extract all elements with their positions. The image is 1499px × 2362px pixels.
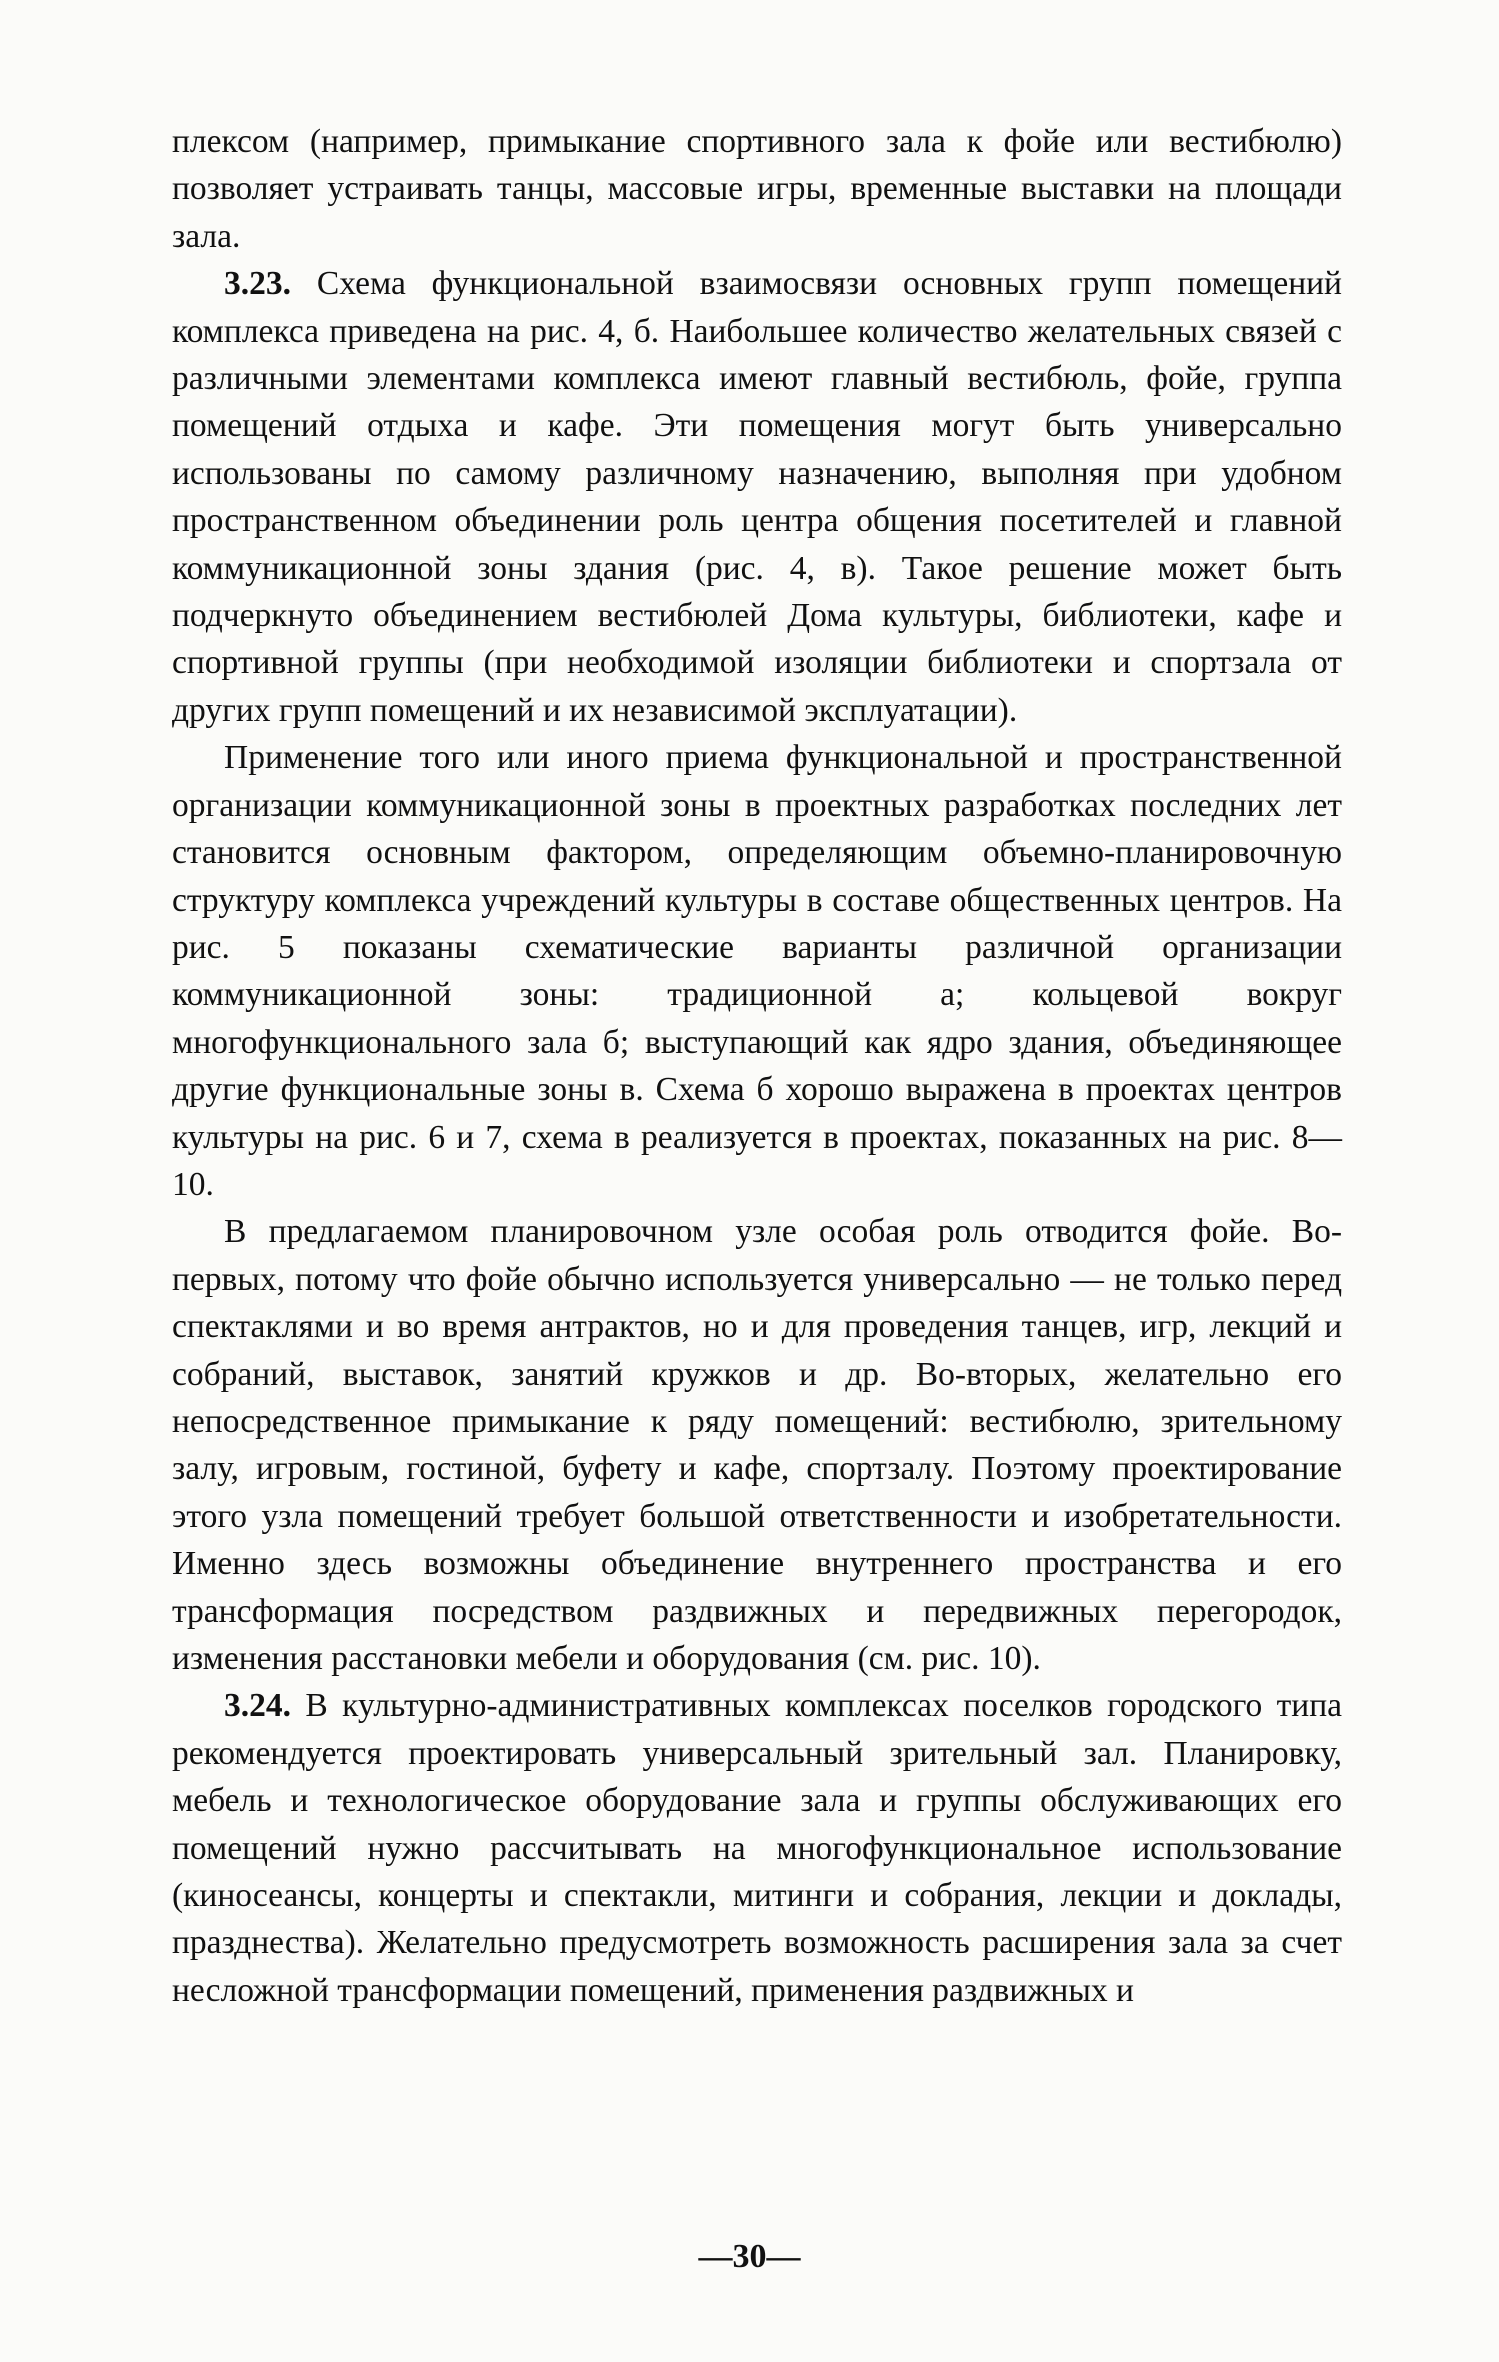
paragraph-text: плексом (например, примыкание спортивного зала к фойе или вестибюлю) позволяет устраивать танцы, массовые игры, временные выставки на площади зала. — [172, 123, 1342, 255]
paragraph-3-23 — [172, 260, 1342, 734]
section-number: 3.23. — [224, 265, 291, 303]
paragraph-application — [172, 734, 1342, 1208]
paragraph-text: В культурно-административных комплексах поселков городского типа рекомендуется проектировать универсальный зрительный зал. Планировку, мебель и технологическое оборудование зала и группы обслуживающих его помещений нужно рассчитывать на многофункциональное использование (киносеансы, концерты и спектакли, митинги и собрания, лекции и доклады, празднества). Желательно предусмотреть возможность расширения зала за счет несложной трансформации помещений, применения раздвижных и — [172, 1687, 1342, 2009]
paragraph-foyer — [172, 1208, 1342, 1682]
page-number: —30— — [698, 2238, 801, 2275]
paragraph-text: Применение того или иного приема функциональной и пространственной организации коммуникационной зоны в проектных разработках последних лет становится основным фактором, определяющим объемно-планировочную структуру комплекса учреждений культуры в составе общественных центров. На рис. 5 показаны схематические варианты различной организации коммуникационной зоны: традиционной а; кольцевой вокруг многофункционального зала б; выступающий как ядро здания, объединяющее другие функциональные зоны в. Схема б хорошо выражена в проектах центров культуры на рис. 6 и 7, схема в реализуется в проектах, показанных на рис. 8—10. — [172, 739, 1342, 1203]
paragraph-3-24 — [172, 1682, 1342, 2014]
body-text — [172, 118, 1342, 2014]
section-number: 3.24. — [224, 1687, 291, 1725]
paragraph-continuation — [172, 118, 1342, 260]
paragraph-text: В предлагаемом планировочном узле особая роль отводится фойе. Во-первых, потому что фойе обычно используется универсально — не только перед спектаклями и во время антрактов, но и для проведения танцев, игр, лекций и собраний, выставок, занятий кружков и др. Во-вторых, желательно его непосредственное примыкание к ряду помещений: вестибюлю, зрительному залу, игровым, гостиной, буфету и кафе, спортзалу. Поэтому проектирование этого узла помещений требует большой ответственности и изобретательности. Именно здесь возможны объединение внутреннего пространства и его трансформация посредством раздвижных и передвижных перегородок, изменения расстановки мебели и оборудования (см. рис. 10). — [172, 1213, 1342, 1677]
paragraph-text: Схема функциональной взаимосвязи основных групп помещений комплекса приведена на рис. 4, б. Наибольшее количество желательных связей с различными элементами комплекса имеют главный вестибюль, фойе, группа помещений отдыха и кафе. Эти помещения могут быть универсально использованы по самому различному назначению, выполняя при удобном пространственном объединении роль центра общения посетителей и главной коммуникационной зоны здания (рис. 4, в). Такое решение может быть подчеркнуто объединением вестибюлей Дома культуры, библиотеки, кафе и спортивной группы (при необходимой изоляции библиотеки и спортзала от других групп помещений и их независимой эксплуатации). — [172, 265, 1342, 729]
